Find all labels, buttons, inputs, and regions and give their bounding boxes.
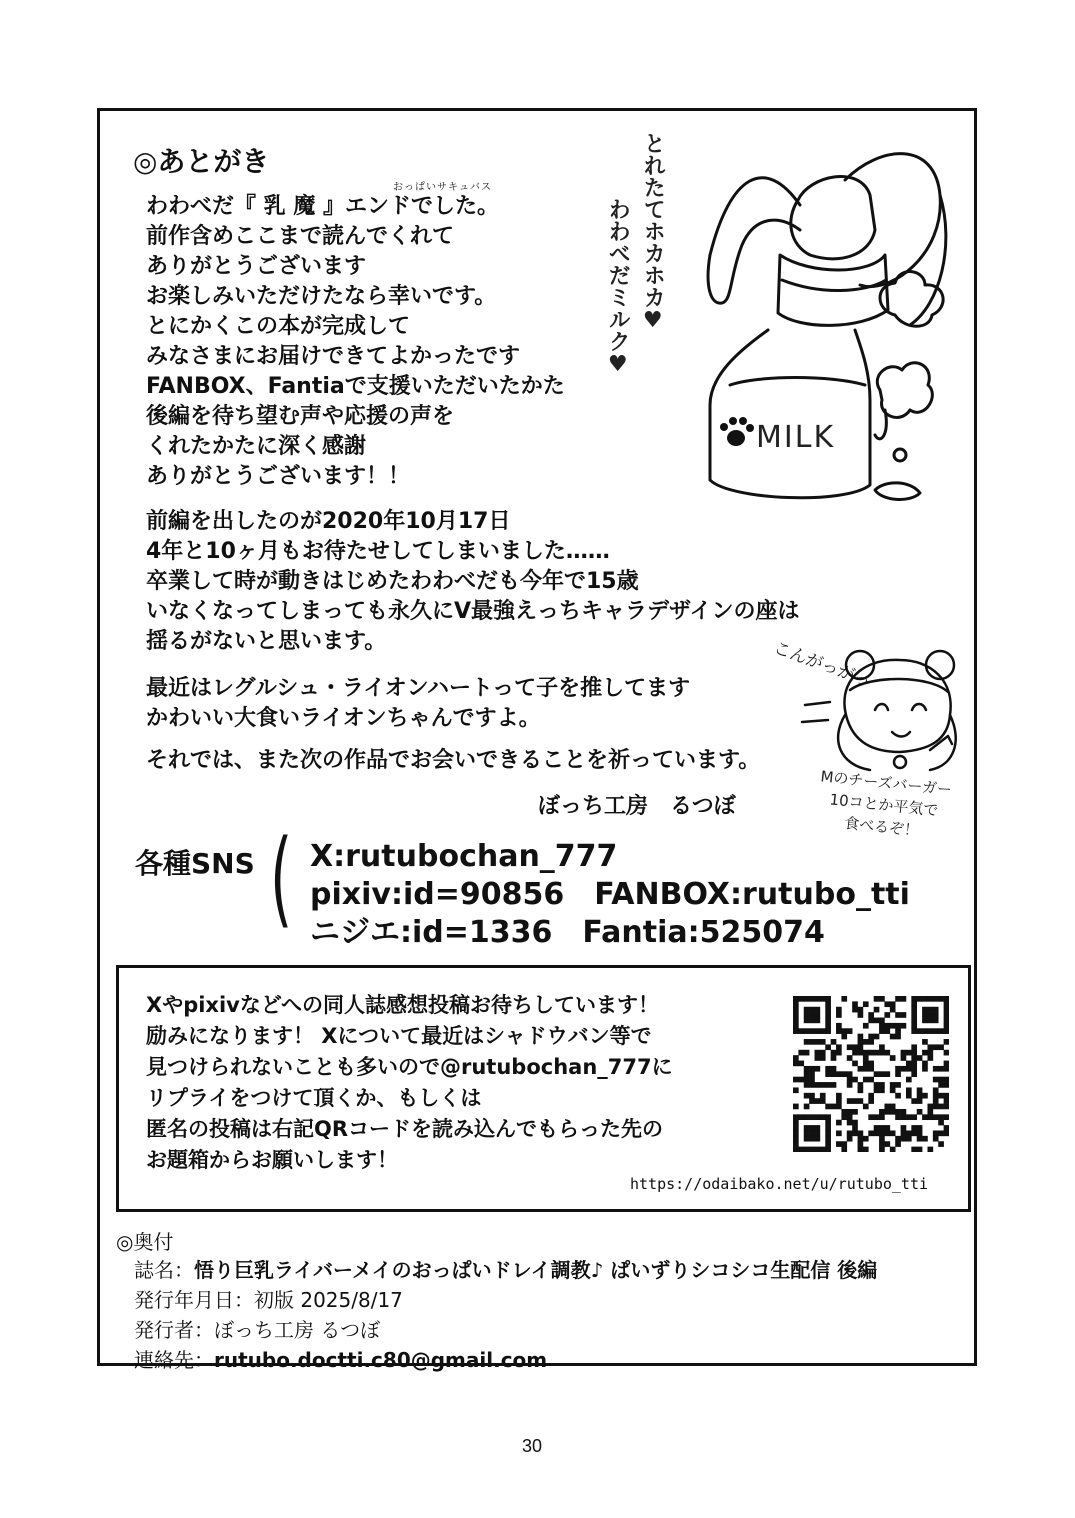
text-line: リプライをつけて頂くか、もしくは bbox=[146, 1086, 482, 1110]
text-line: ありがとうございます bbox=[146, 254, 367, 279]
sns-line-nijie: ニジエ:id=1336 Fantia:525074 bbox=[310, 915, 825, 950]
text-line: 後編を待ち望む声や応援の声を bbox=[146, 404, 455, 429]
qr-code-icon[interactable] bbox=[793, 996, 949, 1152]
odaibako-url[interactable]: https://odaibako.net/u/rutubo_tti bbox=[630, 1175, 929, 1193]
character-side-note: こんがっがっ bbox=[770, 638, 874, 692]
chibi-character-illustration bbox=[790, 640, 970, 780]
publisher: ぼっち工房 るつぼ bbox=[214, 1318, 381, 1342]
sns-list bbox=[310, 838, 910, 952]
illustration-caption-1: とれたてホカホカ♥ bbox=[640, 132, 666, 333]
text-line: 最近はレグルシュ・ライオンハートって子を推してます bbox=[146, 676, 691, 701]
text-line: かわいい大食いライオンちゃんですよ。 bbox=[146, 706, 541, 731]
label: 発行者： bbox=[134, 1318, 214, 1342]
afterword-paragraph-2 bbox=[146, 507, 800, 657]
sns-line-pixiv: pixiv:id=90856 FANBOX:rutubo_tti bbox=[310, 877, 910, 912]
afterword-heading: ◎あとがき bbox=[133, 145, 270, 178]
text-line: FANBOX、Fantiaで支援いただいたかた bbox=[146, 374, 565, 399]
colophon-row-publisher bbox=[134, 1315, 877, 1345]
colophon-row-title bbox=[134, 1255, 877, 1285]
bracket-decoration: ( bbox=[270, 817, 293, 939]
text-line: いなくなってしまっても永久にV最強えっちキャラデザインの座は bbox=[146, 599, 800, 624]
afterword-paragraph-1 bbox=[146, 192, 565, 492]
text-line: 励みになります！ Xについて最近はシャドウバン等で bbox=[146, 1024, 652, 1048]
contact-email[interactable]: rutubo.doctti.c80@gmail.com bbox=[214, 1348, 548, 1372]
bottle-label: MILK bbox=[756, 420, 836, 455]
afterword-signature: ぼっち工房 るつぼ bbox=[538, 794, 736, 819]
colophon-row-contact bbox=[134, 1345, 877, 1375]
label: 連絡先： bbox=[134, 1348, 214, 1372]
text-line: とにかくこの本が完成して bbox=[146, 314, 411, 339]
text-line: 匿名の投稿は右記QRコードを読み込んでもらった先の bbox=[146, 1117, 664, 1141]
page-number: 30 bbox=[522, 1436, 543, 1456]
colophon-row-date bbox=[134, 1285, 877, 1315]
publish-date: 初版 2025/8/17 bbox=[254, 1288, 403, 1312]
milk-bottle-illustration bbox=[670, 135, 970, 515]
colophon-list bbox=[134, 1255, 877, 1375]
text-line: みなさまにお届けできてよかったです bbox=[146, 344, 521, 369]
afterword-closing: それでは、また次の作品でお会いできることを祈っています。 bbox=[146, 748, 761, 773]
sns-label: 各種SNS bbox=[135, 847, 255, 880]
book-title: 悟り巨乳ライバーメイのおっぱいドレイ調教♪ ぱいずりシコシコ生配信 後編 bbox=[194, 1258, 878, 1282]
note-line: Mのチーズバーガー bbox=[819, 767, 953, 799]
text-line: 見つけられないことも多いので@rutubochan_777に bbox=[146, 1055, 673, 1079]
note-line: 食べるぞ！ bbox=[843, 814, 920, 840]
label: 発行年月日： bbox=[134, 1288, 254, 1312]
illustration-caption-2: わわべだミルク♥ bbox=[605, 198, 631, 377]
text-line: 前作含めここまで読んでくれて bbox=[146, 224, 455, 249]
text-line: お題箱からお願いします！ bbox=[146, 1148, 398, 1172]
colophon-title: ◎奥付 bbox=[116, 1230, 174, 1254]
note-line: 10コとか平気で bbox=[828, 790, 940, 820]
afterword-paragraph-3 bbox=[146, 674, 690, 734]
text-line: 揺るがないと思います。 bbox=[146, 629, 387, 654]
notice-text bbox=[146, 990, 673, 1176]
text-line: ありがとうございます！！ bbox=[146, 464, 411, 489]
text-line: くれたかたに深く感謝 bbox=[146, 434, 367, 459]
ruby-annotation: おっぱいサキュバス bbox=[393, 182, 492, 193]
text-line: 4年と10ヶ月もお待たせしてしまいました…… bbox=[146, 539, 610, 564]
text-line: 卒業して時が動きはじめたわわべだも今年で15歳 bbox=[146, 569, 639, 594]
text-line: お楽しみいただけたなら幸いです。 bbox=[146, 284, 497, 309]
text-line: 前編を出したのが2020年10月17日 bbox=[146, 509, 511, 534]
text-line: わわべだ『 乳 魔 』エンドでした。 bbox=[146, 194, 499, 219]
label: 誌名： bbox=[134, 1258, 194, 1282]
character-note-block bbox=[815, 765, 953, 844]
sns-line-x: X:rutubochan_777 bbox=[310, 839, 618, 874]
text-line: Xやpixivなどへの同人誌感想投稿お待ちしています！ bbox=[146, 993, 660, 1017]
